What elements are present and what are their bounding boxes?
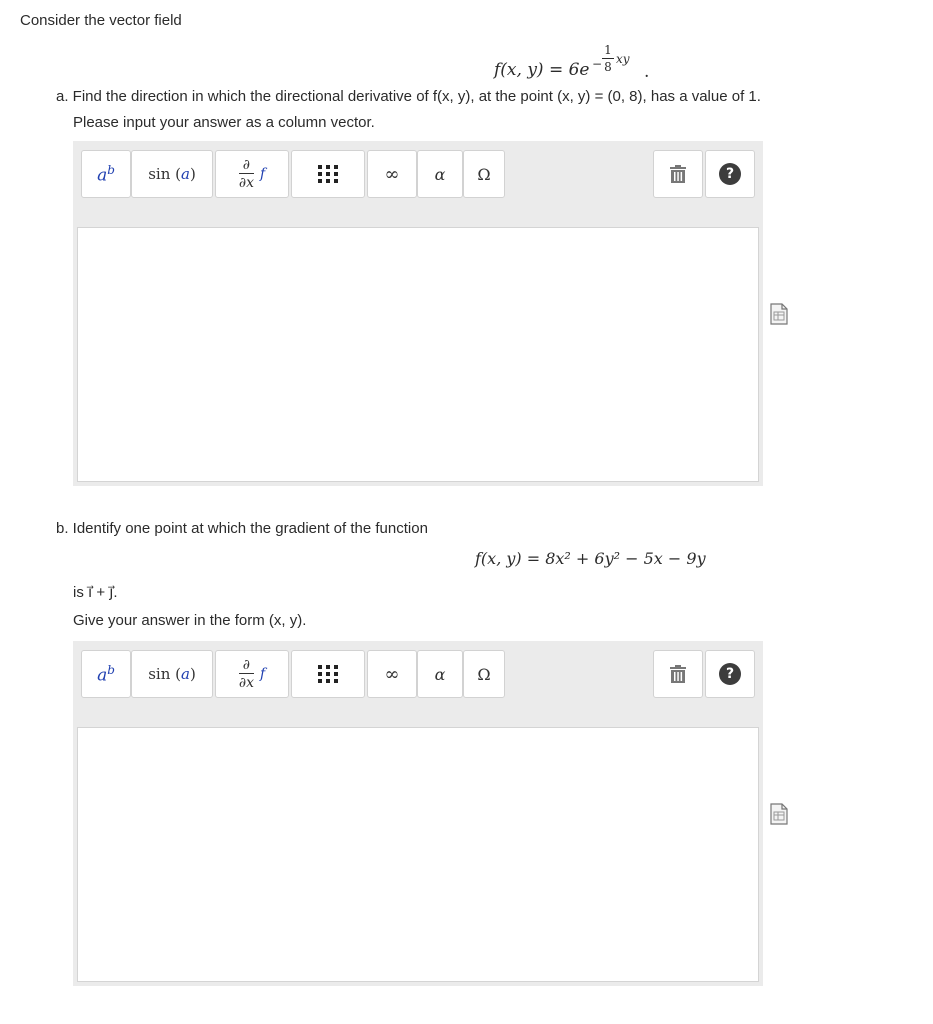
- derivative-button[interactable]: [215, 650, 289, 698]
- exponent-fraction: [602, 43, 614, 74]
- document-icon[interactable]: [770, 803, 788, 825]
- derivative-icon: ∂ ∂x f: [238, 657, 266, 691]
- infinity-icon: ∞: [384, 163, 400, 185]
- question-a: a. Find the direction in which the directional derivative of f(x, y), at the point (x, y) = (0, 8), has a value of 1.: [56, 88, 761, 105]
- sin-icon: sin (a): [148, 665, 196, 683]
- infinity-button[interactable]: [367, 650, 417, 698]
- answer-input-b[interactable]: [77, 727, 759, 982]
- equation-a-period: .: [644, 62, 650, 82]
- intro-text: Consider the vector field: [20, 12, 182, 29]
- omega-button[interactable]: [463, 150, 505, 198]
- document-icon[interactable]: [770, 303, 788, 325]
- derivative-button[interactable]: [215, 150, 289, 198]
- exponent-minus: −: [592, 57, 603, 71]
- answer-input-a[interactable]: [77, 227, 759, 482]
- derivative-icon: ∂ ∂x f: [238, 157, 266, 191]
- sin-icon: sin (a): [148, 165, 196, 183]
- question-a-note: Please input your answer as a column vector.: [73, 114, 375, 131]
- sin-button[interactable]: [131, 150, 213, 198]
- alpha-icon: α: [434, 164, 446, 184]
- editor-toolbar-a: [73, 141, 763, 226]
- matrix-button[interactable]: [291, 150, 365, 198]
- power-icon: $a^b$: [97, 662, 115, 686]
- omega-button[interactable]: [463, 650, 505, 698]
- exponent-numerator: 1: [604, 43, 612, 57]
- clear-button[interactable]: [653, 650, 703, 698]
- exponent-variable: xy: [616, 52, 630, 66]
- help-button[interactable]: [705, 150, 755, 198]
- trash-icon: [668, 164, 688, 184]
- fraction-bar: [602, 58, 614, 59]
- alpha-icon: α: [434, 664, 446, 684]
- question-b-note: Give your answer in the form (x, y).: [73, 612, 307, 629]
- alpha-button[interactable]: [417, 150, 463, 198]
- help-button[interactable]: [705, 650, 755, 698]
- math-editor-b: [73, 641, 763, 986]
- matrix-icon: [317, 163, 339, 185]
- help-icon: ?: [719, 663, 741, 685]
- omega-icon: Ω: [477, 664, 491, 684]
- power-button[interactable]: [81, 650, 131, 698]
- alpha-button[interactable]: [417, 650, 463, 698]
- equation-a-base: f(x, y) = 6e: [494, 60, 590, 80]
- help-icon: ?: [719, 163, 741, 185]
- infinity-icon: ∞: [384, 663, 400, 685]
- question-b: b. Identify one point at which the gradient of the function: [56, 520, 428, 537]
- exponent-denominator: 8: [604, 60, 612, 74]
- power-icon: $a^b$: [97, 162, 115, 186]
- matrix-button[interactable]: [291, 650, 365, 698]
- omega-icon: Ω: [477, 164, 491, 184]
- math-editor-a: [73, 141, 763, 486]
- equation-b: f(x, y) = 8x² + 6y² − 5x − 9y: [475, 549, 706, 568]
- question-b-gradient: is i⃗ + j⃗.: [73, 584, 118, 601]
- sin-button[interactable]: [131, 650, 213, 698]
- infinity-button[interactable]: [367, 150, 417, 198]
- power-button[interactable]: [81, 150, 131, 198]
- editor-toolbar-b: [73, 641, 763, 726]
- clear-button[interactable]: [653, 150, 703, 198]
- matrix-icon: [317, 663, 339, 685]
- trash-icon: [668, 664, 688, 684]
